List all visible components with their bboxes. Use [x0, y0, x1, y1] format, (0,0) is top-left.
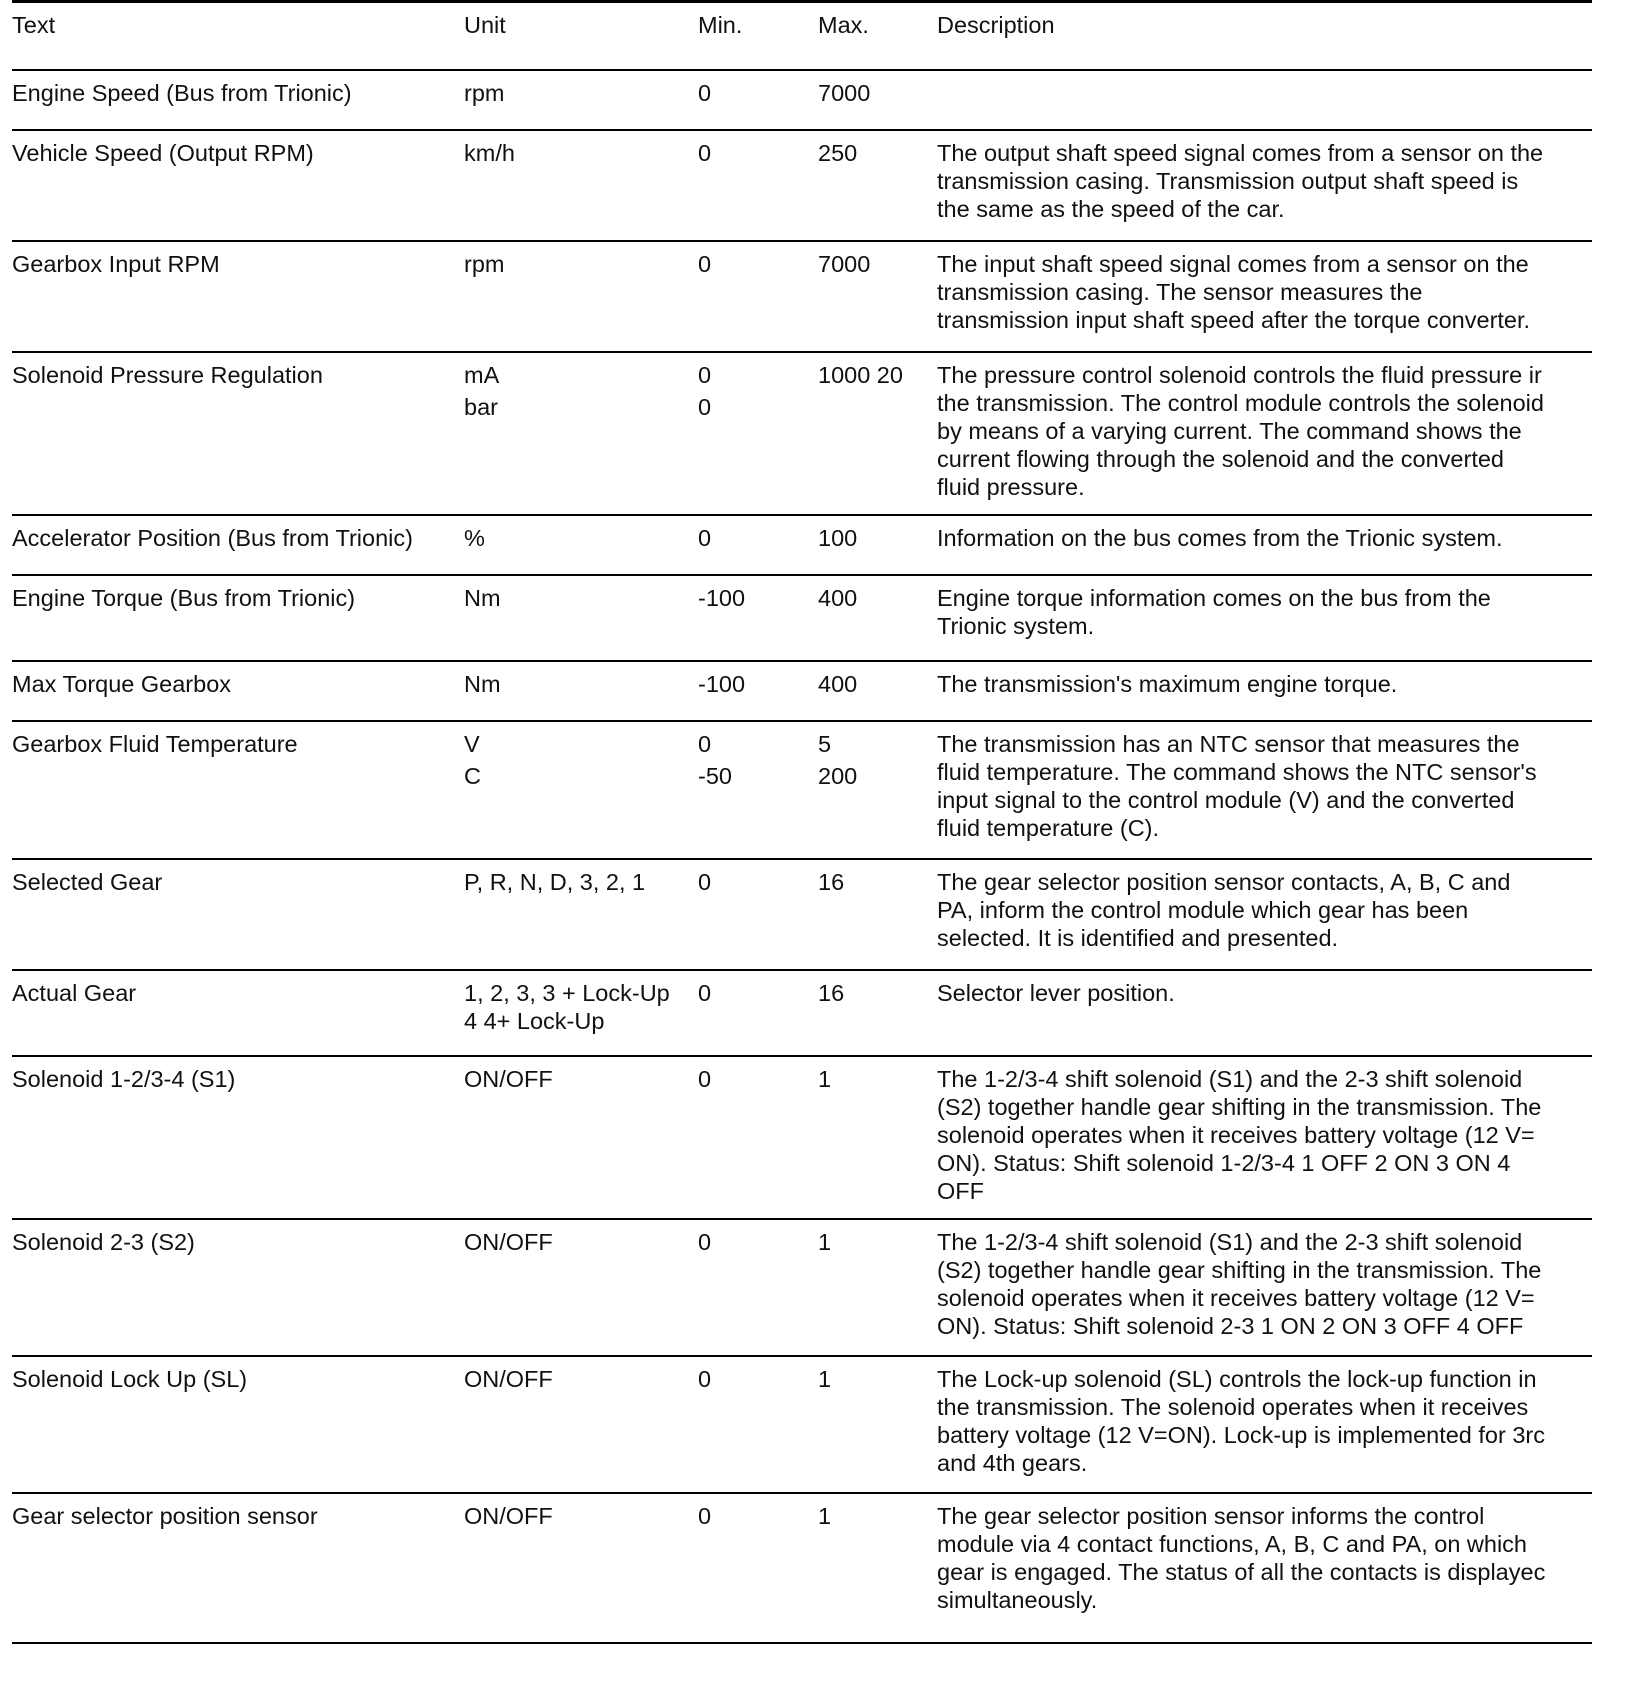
cell-unit — [464, 584, 501, 612]
description-line: PA, inform the control module which gear has been — [937, 897, 1469, 923]
description-line: The input shaft speed signal comes from a sensor on the — [937, 251, 1529, 277]
header-unit: Unit — [464, 12, 506, 38]
cell-text: Engine Speed (Bus from Trionic) — [12, 80, 352, 106]
cell-min-value: 0 — [698, 1366, 712, 1392]
table-row — [12, 1220, 1592, 1357]
cell-unit — [464, 361, 499, 421]
cell-max — [818, 584, 857, 612]
cell-unit-value: 4 4+ Lock-Up — [464, 1008, 605, 1034]
cell-min — [698, 1228, 711, 1256]
description-line: current flowing through the solenoid and the converted — [937, 446, 1504, 472]
cell-min-value: 0 — [698, 1503, 712, 1529]
cell-min — [698, 1365, 711, 1393]
cell-unit-value: Nm — [464, 671, 501, 697]
cell-unit — [464, 730, 481, 790]
description-line: The Lock-up solenoid (SL) controls the lock-up function in — [937, 1366, 1537, 1392]
cell-unit — [464, 670, 501, 698]
cell-unit-value: % — [464, 525, 485, 551]
table-row — [12, 860, 1592, 971]
description-line: transmission casing. The sensor measures the — [937, 279, 1423, 305]
description-line: The transmission has an NTC sensor that measures the — [937, 731, 1520, 757]
cell-min-value: 0 — [698, 251, 712, 277]
cell-max-value: 7000 — [818, 80, 871, 106]
table-body — [12, 71, 1592, 1644]
cell-text: Solenoid 2-3 (S2) — [12, 1229, 195, 1255]
table-row — [12, 722, 1592, 860]
table-row — [12, 971, 1592, 1057]
table-row — [12, 71, 1592, 131]
header-description: Description — [937, 12, 1055, 38]
header-text: Text — [12, 12, 56, 38]
cell-unit-value: P, R, N, D, 3, 2, 1 — [464, 869, 646, 895]
cell-max — [818, 139, 857, 167]
description-line: selected. It is identified and presented. — [937, 925, 1339, 951]
table-row — [12, 1494, 1592, 1644]
cell-max-value: 5 — [818, 731, 832, 757]
cell-text: Actual Gear — [12, 980, 137, 1006]
cell-unit-value: Nm — [464, 585, 501, 611]
cell-min — [698, 361, 711, 421]
cell-max-value: 7000 — [818, 251, 871, 277]
cell-max — [818, 250, 870, 278]
description-line: (S2) together handle gear shifting in the transmission. The — [937, 1257, 1542, 1283]
description-line: (S2) together handle gear shifting in the transmission. The — [937, 1094, 1542, 1120]
cell-min-value: -50 — [698, 763, 732, 789]
cell-max-value: 16 — [818, 869, 845, 895]
cell-description — [937, 730, 1597, 842]
cell-unit-value: 1, 2, 3, 3 + Lock-Up — [464, 980, 670, 1006]
description-line: and 4th gears. — [937, 1450, 1088, 1476]
cell-description — [937, 250, 1597, 334]
cell-unit-value: ON/OFF — [464, 1503, 553, 1529]
description-line: fluid temperature (C). — [937, 815, 1160, 841]
cell-unit-value: C — [464, 763, 481, 789]
description-line: solenoid operates when it receives battery voltage (12 V= — [937, 1285, 1535, 1311]
cell-text: Gearbox Input RPM — [12, 251, 220, 277]
description-line: battery voltage (12 V=ON). Lock-up is implemented for 3rc — [937, 1422, 1546, 1448]
cell-min — [698, 139, 711, 167]
cell-description — [937, 584, 1597, 640]
cell-max — [818, 1365, 831, 1393]
description-line: fluid temperature. The command shows the NTC sensor's — [937, 759, 1537, 785]
cell-description — [937, 1228, 1597, 1340]
cell-unit-value: mA — [464, 362, 500, 388]
cell-description — [937, 361, 1597, 501]
description-line: by means of a varying current. The command shows the — [937, 418, 1522, 444]
cell-text: Gearbox Fluid Temperature — [12, 731, 298, 757]
cell-min-value: 0 — [698, 80, 712, 106]
cell-unit — [464, 1502, 553, 1530]
cell-unit — [464, 979, 670, 1035]
cell-min — [698, 584, 745, 612]
cell-unit — [464, 250, 504, 278]
description-line: OFF — [937, 1178, 984, 1204]
cell-unit — [464, 524, 485, 552]
description-line: The gear selector position sensor informs the control — [937, 1503, 1485, 1529]
cell-max-value: 400 — [818, 671, 858, 697]
description-line: The transmission's maximum engine torque. — [937, 671, 1398, 697]
cell-max — [818, 1228, 831, 1256]
table-row — [12, 353, 1592, 516]
cell-min-value: 0 — [698, 869, 712, 895]
cell-min — [698, 670, 745, 698]
description-line: The pressure control solenoid controls the fluid pressure ir — [937, 362, 1542, 388]
cell-max — [818, 79, 870, 107]
cell-text: Selected Gear — [12, 869, 163, 895]
cell-min-value: 0 — [698, 140, 712, 166]
header-min: Min. — [698, 12, 743, 38]
cell-min — [698, 524, 711, 552]
description-line: Trionic system. — [937, 613, 1095, 639]
cell-unit-value: bar — [464, 394, 498, 420]
table-row — [12, 1057, 1592, 1220]
cell-unit-value: ON/OFF — [464, 1229, 553, 1255]
table-row — [12, 576, 1592, 662]
cell-description — [937, 139, 1597, 223]
cell-unit — [464, 1065, 553, 1093]
cell-max — [818, 524, 857, 552]
cell-min-value: 0 — [698, 394, 712, 420]
cell-text: Engine Torque (Bus from Trionic) — [12, 585, 356, 611]
cell-min-value: 0 — [698, 1066, 712, 1092]
cell-description — [937, 670, 1597, 698]
cell-text: Gear selector position sensor — [12, 1503, 318, 1529]
cell-max-value: 400 — [818, 585, 858, 611]
cell-max — [818, 361, 903, 389]
cell-description — [937, 524, 1597, 552]
cell-max — [818, 730, 857, 790]
cell-min — [698, 1502, 711, 1530]
cell-max-value: 1 — [818, 1229, 832, 1255]
cell-min — [698, 979, 711, 1007]
description-line: The gear selector position sensor contacts, A, B, C and — [937, 869, 1511, 895]
cell-text: Solenoid Pressure Regulation — [12, 362, 323, 388]
table-row — [12, 662, 1592, 722]
description-line: ON). Status: Shift solenoid 2-3 1 ON 2 ON 3 OFF 4 OFF — [937, 1313, 1524, 1339]
cell-description — [937, 1365, 1597, 1477]
cell-text: Vehicle Speed (Output RPM) — [12, 140, 314, 166]
cell-min-value: 0 — [698, 525, 712, 551]
table-row — [12, 242, 1592, 353]
cell-unit — [464, 1365, 553, 1393]
cell-unit-value: V — [464, 731, 480, 757]
cell-max-value: 1 — [818, 1503, 832, 1529]
cell-min — [698, 868, 711, 896]
cell-unit-value: ON/OFF — [464, 1366, 553, 1392]
description-line: ON). Status: Shift solenoid 1-2/3-4 1 OFF 2 ON 3 ON 4 — [937, 1150, 1511, 1176]
cell-unit — [464, 868, 645, 896]
cell-unit — [464, 1228, 553, 1256]
description-line: module via 4 contact functions, A, B, C and PA, on which — [937, 1531, 1528, 1557]
cell-max-value: 1000 20 — [818, 362, 903, 388]
header-max: Max. — [818, 12, 869, 38]
description-line: Engine torque information comes on the bus from the — [937, 585, 1491, 611]
description-line: fluid pressure. — [937, 474, 1085, 500]
cell-unit — [464, 139, 515, 167]
description-line: The 1-2/3-4 shift solenoid (S1) and the 2-3 shift solenoid — [937, 1066, 1523, 1092]
description-line: Information on the bus comes from the Trionic system. — [937, 525, 1503, 551]
table-row — [12, 131, 1592, 242]
description-line: transmission input shaft speed after the torque converter. — [937, 307, 1531, 333]
cell-description — [937, 1502, 1597, 1614]
cell-min-value: -100 — [698, 671, 746, 697]
description-line: gear is engaged. The status of all the contacts is displayec — [937, 1559, 1546, 1585]
cell-max — [818, 979, 844, 1007]
description-line: solenoid operates when it receives battery voltage (12 V= — [937, 1122, 1535, 1148]
cell-description — [937, 868, 1597, 952]
cell-max-value: 100 — [818, 525, 858, 551]
cell-min-value: -100 — [698, 585, 746, 611]
table-header — [12, 3, 1592, 71]
cell-max — [818, 1502, 831, 1530]
description-line: the transmission. The control module controls the solenoid — [937, 390, 1544, 416]
cell-max-value: 16 — [818, 980, 845, 1006]
table-row — [12, 516, 1592, 576]
description-line: Selector lever position. — [937, 980, 1175, 1006]
description-line: simultaneously. — [937, 1587, 1098, 1613]
cell-max — [818, 868, 844, 896]
cell-min — [698, 1065, 711, 1093]
cell-max — [818, 670, 857, 698]
cell-unit-value: rpm — [464, 80, 505, 106]
cell-text: Max Torque Gearbox — [12, 671, 232, 697]
cell-description — [937, 1065, 1597, 1205]
description-line: transmission casing. Transmission output shaft speed is — [937, 168, 1519, 194]
cell-description — [937, 979, 1597, 1007]
description-line: input signal to the control module (V) and the converted — [937, 787, 1515, 813]
cell-min — [698, 79, 711, 107]
description-line: The 1-2/3-4 shift solenoid (S1) and the 2-3 shift solenoid — [937, 1229, 1523, 1255]
table-row — [12, 1357, 1592, 1494]
cell-min-value: 0 — [698, 362, 712, 388]
cell-max-value: 1 — [818, 1366, 832, 1392]
cell-unit-value: km/h — [464, 140, 515, 166]
description-line: the transmission. The solenoid operates when it receives — [937, 1394, 1529, 1420]
description-line: The output shaft speed signal comes from a sensor on the — [937, 140, 1544, 166]
cell-max — [818, 1065, 831, 1093]
cell-min — [698, 730, 732, 790]
cell-max-value: 250 — [818, 140, 858, 166]
cell-max-value: 1 — [818, 1066, 832, 1092]
cell-min-value: 0 — [698, 731, 712, 757]
parameter-table — [12, 0, 1592, 1644]
description-line: the same as the speed of the car. — [937, 196, 1285, 222]
cell-unit-value: ON/OFF — [464, 1066, 553, 1092]
cell-min-value: 0 — [698, 980, 712, 1006]
cell-max-value: 200 — [818, 763, 858, 789]
cell-unit-value: rpm — [464, 251, 505, 277]
cell-text: Solenoid Lock Up (SL) — [12, 1366, 248, 1392]
cell-text: Solenoid 1-2/3-4 (S1) — [12, 1066, 236, 1092]
cell-text: Accelerator Position (Bus from Trionic) — [12, 525, 413, 551]
cell-min — [698, 250, 711, 278]
cell-unit — [464, 79, 504, 107]
cell-min-value: 0 — [698, 1229, 712, 1255]
